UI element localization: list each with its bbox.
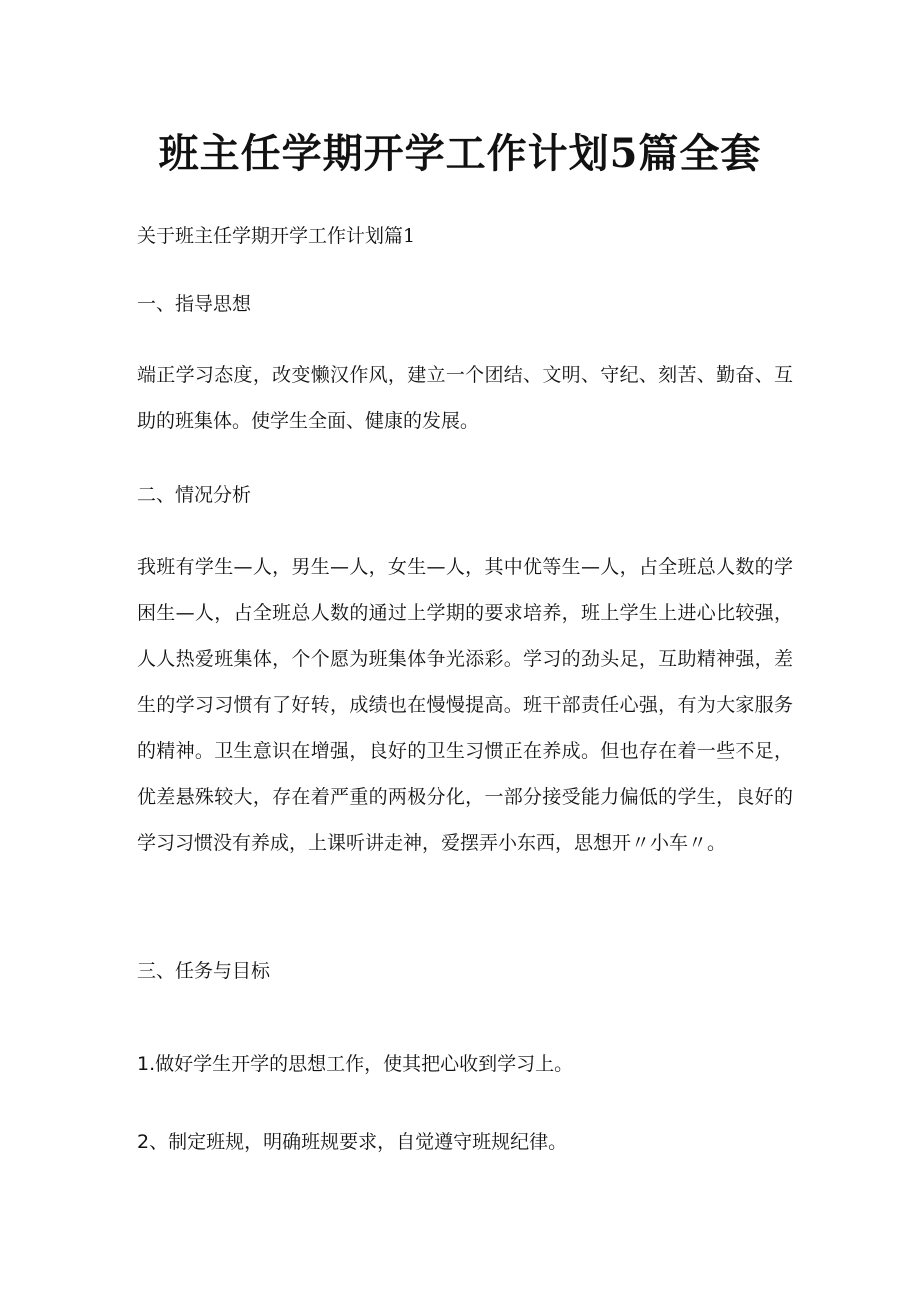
section-body-guiding-thought: 端正学习态度，改变懒汉作风，建立一个团结、文明、守纪、刻苦、勤奋、互助的班集体。使学生全面、健康的发展。 <box>137 364 793 432</box>
section-body-situation-analysis: 我班有学生—人，男生—人，女生—人，其中优等生—人，占全班总人数的学困生—人，占全班总人数的通过上学期的要求培养，班上学生上进心比较强，人人热爱班集体，个个愿为班集体争光添彩。学习的劲头足，互助精神强，差生的学习习惯有了好转，成绩也在慢慢提高。班干部责任心强，有为大家服务的精神。卫生意识在增强，良好的卫生习惯正在养成。但也存在着一些不足，优差悬殊较大，存在着严重的两极分化，一部分接受能力偏低的学生，良好的学习习惯没有养成，上课听讲走神，爱摆弄小东西，思想开〃小车〃。 <box>137 556 793 854</box>
section-heading-tasks-goals: 三、任务与目标 <box>137 960 271 982</box>
document-title: 班主任学期开学工作计划5篇全套 <box>158 130 762 177</box>
section-heading-situation-analysis: 二、情况分析 <box>137 484 252 506</box>
document-subtitle: 关于班主任学期开学工作计划篇1 <box>137 225 416 247</box>
list-item: 1.做好学生开学的思想工作，使其把心收到学习上。 <box>137 1053 574 1075</box>
section-heading-guiding-thought: 一、指导思想 <box>137 293 252 315</box>
list-item: 2、制定班规，明确班规要求，自觉遵守班规纪律。 <box>137 1131 568 1153</box>
